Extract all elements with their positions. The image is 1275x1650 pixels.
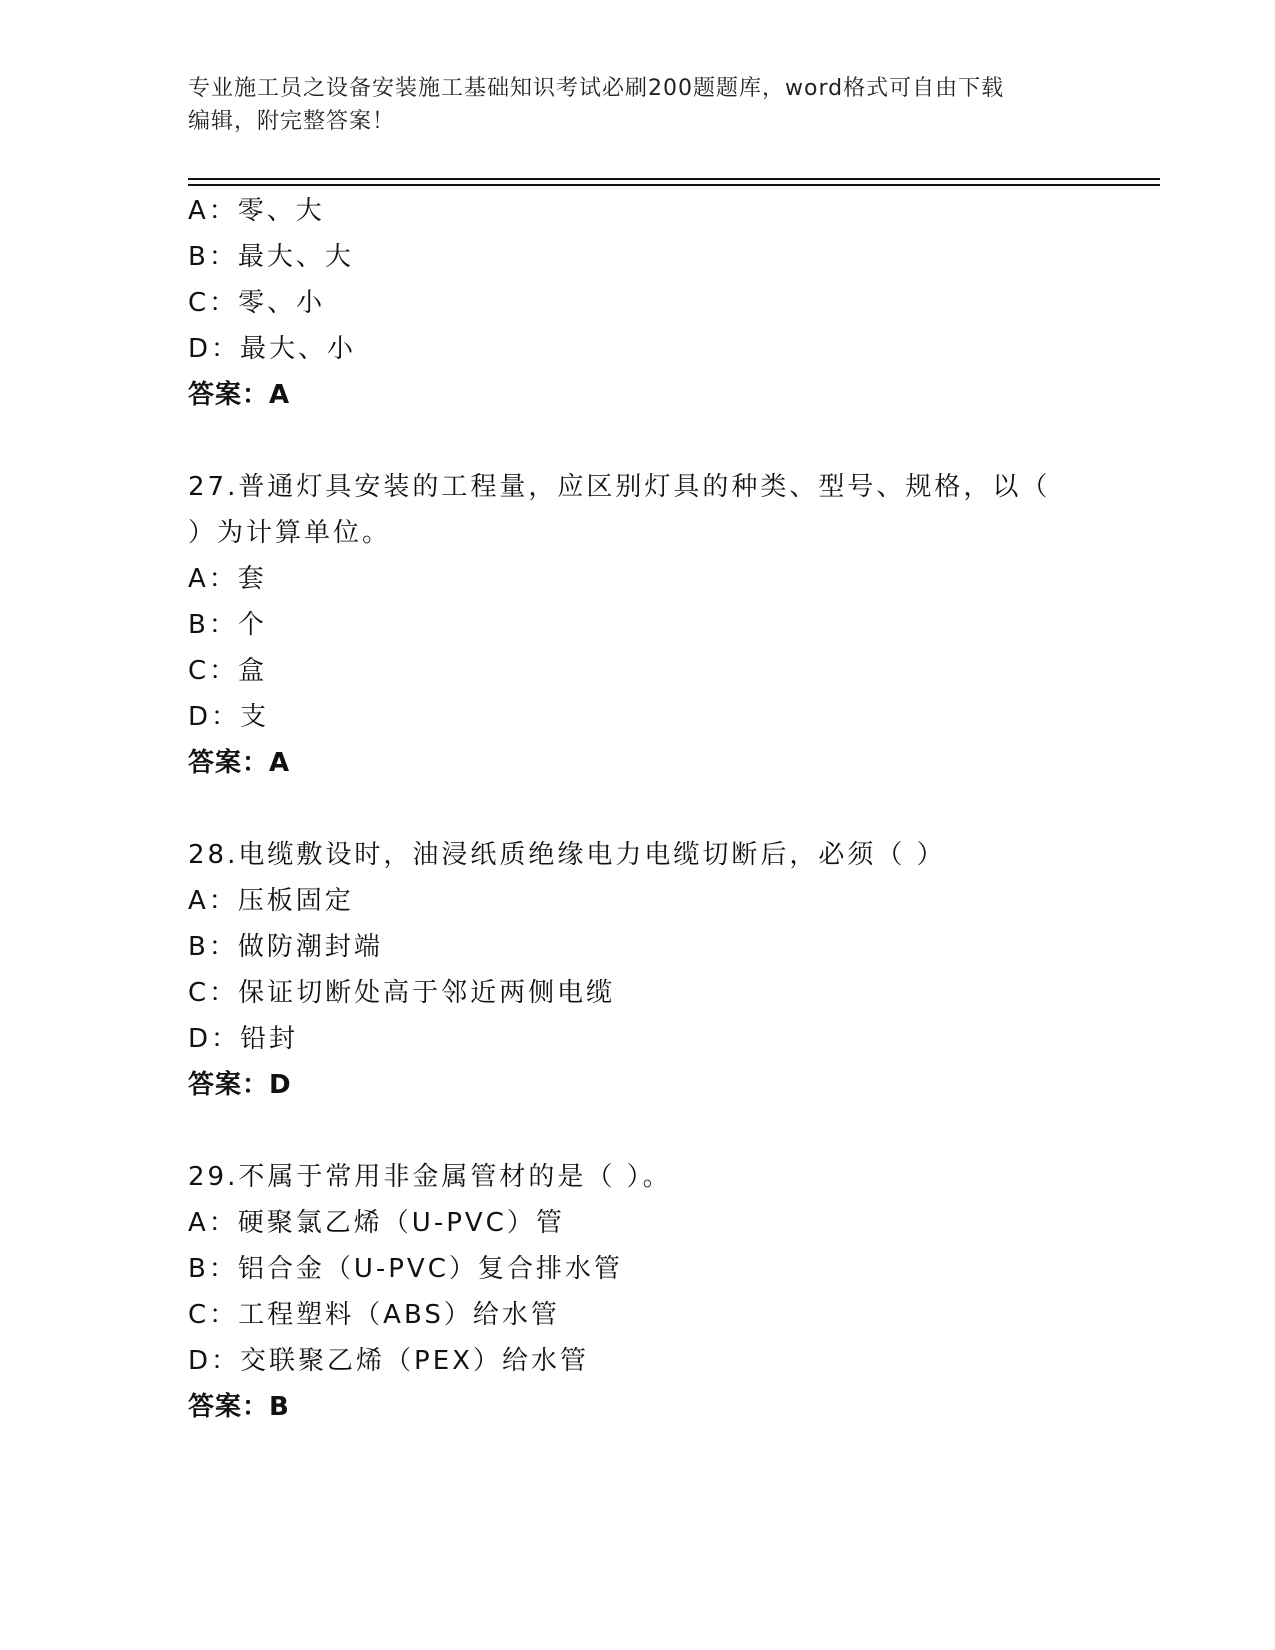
question-list	[188, 188, 1148, 1430]
option-b: B：个	[188, 610, 267, 640]
question-stem: 27.普通灯具安装的工程量，应区别灯具的种类、型号、规格，以（	[188, 472, 1051, 502]
option-d: D：铅封	[188, 1024, 299, 1054]
option-a: A：零、大	[188, 196, 325, 226]
option-c: C：零、小	[188, 288, 326, 318]
header-rule-top	[188, 178, 1160, 180]
option-c: C：保证切断处高于邻近两侧电缆	[188, 978, 616, 1008]
spacer	[188, 418, 1148, 464]
question-stem: 28.电缆敷设时，油浸纸质绝缘电力电缆切断后，必须（ ）	[188, 840, 946, 870]
question-27	[188, 464, 1148, 786]
spacer	[188, 1108, 1148, 1154]
question-stem: 29.不属于常用非金属管材的是（ ）。	[188, 1162, 672, 1192]
answer: 答案：B	[188, 1392, 290, 1422]
option-c: C：工程塑料（ABS）给水管	[188, 1300, 560, 1330]
option-a: A：压板固定	[188, 886, 354, 916]
answer: 答案：D	[188, 1070, 292, 1100]
spacer	[188, 786, 1148, 832]
question-26	[188, 188, 1148, 418]
option-d: D：交联聚乙烯（PEX）给水管	[188, 1346, 589, 1376]
question-29	[188, 1154, 1148, 1430]
option-b: B：做防潮封端	[188, 932, 383, 962]
option-d: D：最大、小	[188, 334, 357, 364]
header-line-2: 编辑，附完整答案！	[188, 109, 396, 134]
option-a: A：硬聚氯乙烯（U-PVC）管	[188, 1208, 565, 1238]
header-line-1: 专业施工员之设备安装施工基础知识考试必刷200题题库，word格式可自由下载	[188, 76, 1005, 101]
answer: 答案：A	[188, 748, 291, 778]
answer: 答案：A	[188, 380, 291, 410]
option-c: C：盒	[188, 656, 268, 686]
option-b: B：最大、大	[188, 242, 354, 272]
option-b: B：铝合金（U-PVC）复合排水管	[188, 1254, 623, 1284]
option-a: A：套	[188, 564, 267, 594]
question-stem-continued: ）为计算单位。	[188, 518, 392, 548]
document-header	[188, 72, 1088, 138]
option-d: D：支	[188, 702, 270, 732]
header-rule-bottom	[188, 184, 1160, 186]
question-28	[188, 832, 1148, 1108]
